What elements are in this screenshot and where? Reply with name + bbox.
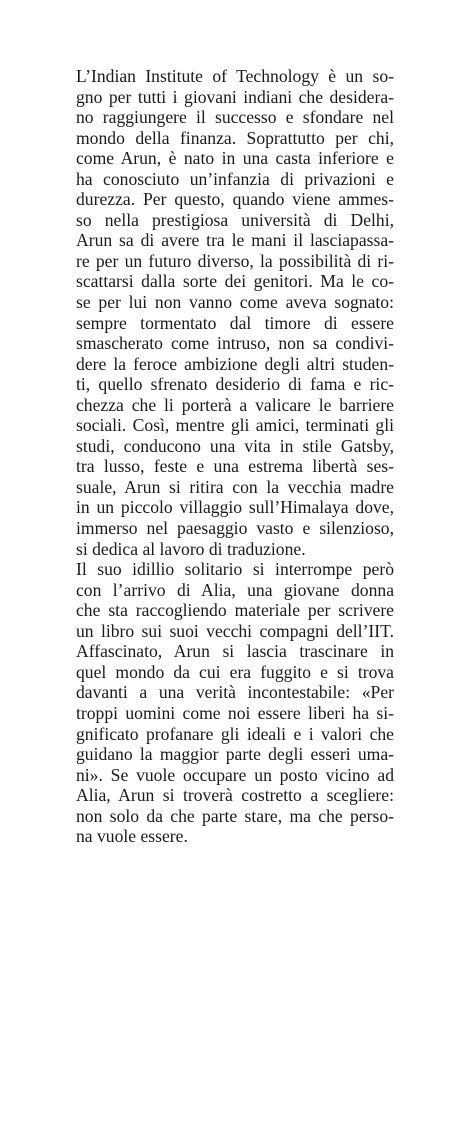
text-line: Alia, Arun si troverà costretto a scegliere:	[76, 785, 394, 806]
text-line: quel mondo da cui era fuggito e si trova	[76, 661, 394, 682]
text-line: gnificato profanare gli ideali e i valori che	[76, 723, 394, 744]
blurb-text	[76, 66, 394, 847]
text-line: ti, quello sfrenato desiderio di fama e ric-	[76, 374, 394, 395]
text-line: immerso nel paesaggio vasto e silenzioso,	[76, 518, 394, 539]
text-line: che sta raccogliendo materiale per scrivere	[76, 600, 394, 621]
text-line: in un piccolo villaggio sull’Himalaya dove,	[76, 497, 394, 518]
text-line: sempre tormentato dal timore di essere	[76, 312, 394, 333]
text-line: dere la feroce ambizione degli altri studen-	[76, 353, 394, 374]
text-line: tra lusso, feste e una estrema libertà ses-	[76, 456, 394, 477]
text-line: suale, Arun si ritira con la vecchia madre	[76, 476, 394, 497]
text-line: si dedica al lavoro di traduzione.	[76, 538, 306, 559]
text-line: L’Indian Institute of Technology è un so-	[76, 66, 394, 86]
paragraph-2	[76, 559, 394, 847]
text-line: ni». Se vuole occupare un posto vicino ad	[76, 764, 394, 785]
text-line: sociali. Così, mentre gli amici, terminati gli	[76, 415, 394, 436]
text-line: Il suo idillio solitario si interrompe però	[76, 559, 394, 580]
text-line: Arun sa di avere tra le mani il lasciapassa-	[76, 230, 394, 251]
text-line: studi, conducono una vita in stile Gatsby,	[76, 435, 394, 456]
text-line: troppi uomini come noi essere liberi ha si-	[76, 702, 394, 723]
text-line: gno per tutti i giovani indiani che desidera-	[76, 86, 394, 107]
text-line: no raggiungere il successo e sfondare nel	[76, 107, 394, 128]
text-line: durezza. Per questo, quando viene ammes-	[76, 189, 394, 210]
text-line: chezza che li porterà a valicare le barriere	[76, 394, 394, 415]
text-line: scattarsi dalla sorte dei genitori. Ma le co-	[76, 271, 394, 292]
text-line: se per lui non vanno come aveva sognato:	[76, 292, 394, 313]
paragraph-1	[76, 66, 394, 559]
text-line: non solo da che parte stare, ma che perso-	[76, 805, 394, 826]
text-line: mondo della finanza. Soprattutto per chi,	[76, 127, 394, 148]
text-line: so nella prestigiosa università di Delhi,	[76, 209, 394, 230]
text-line: na vuole essere.	[76, 826, 188, 847]
text-line: ha conosciuto un’infanzia di privazioni e	[76, 168, 394, 189]
text-line: un libro sui suoi vecchi compagni dell’IIT.	[76, 620, 394, 641]
text-line: con l’arrivo di Alia, una giovane donna	[76, 579, 394, 600]
text-line: davanti a una verità incontestabile: «Per	[76, 682, 394, 703]
text-line: Affascinato, Arun si lascia trascinare in	[76, 641, 394, 662]
text-line: re per un futuro diverso, la possibilità di ri-	[76, 250, 394, 271]
text-line: come Arun, è nato in una casta inferiore e	[76, 148, 394, 169]
text-line: guidano la maggior parte degli esseri uma-	[76, 744, 394, 765]
text-line: smascherato come intruso, non sa condivi-	[76, 333, 394, 354]
